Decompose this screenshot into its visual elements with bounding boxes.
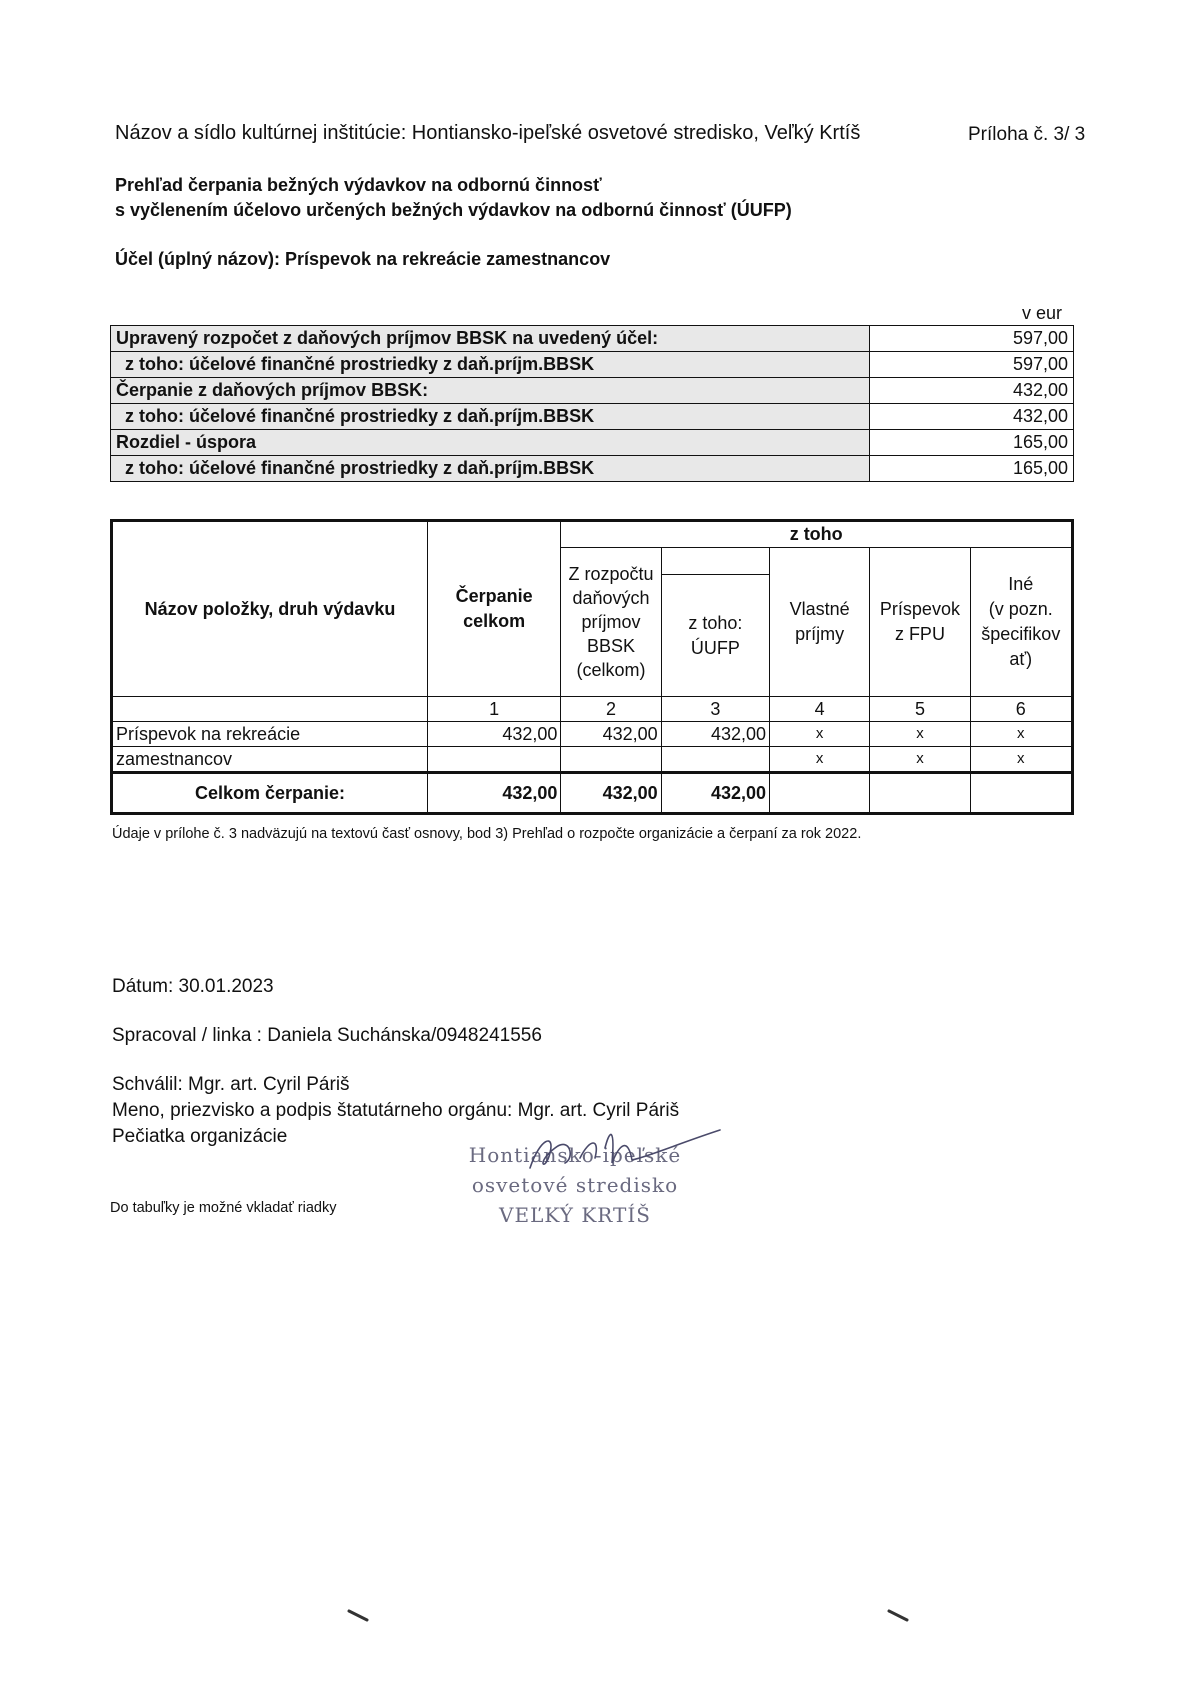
table-row — [112, 747, 1073, 773]
title-line-1: Prehľad čerpania bežných výdavkov na odbornú činnosť — [115, 175, 602, 195]
col-header-other-l3: špecifikov — [981, 624, 1061, 644]
currency-label: v eur — [1022, 303, 1063, 323]
stamp-line-1: Hontiansko-ipeľské — [468, 1143, 682, 1167]
summary-amount: 165,00 — [870, 430, 1074, 456]
col-number: 1 — [427, 697, 560, 722]
col-header-bbsk-l2: daňových — [572, 588, 650, 608]
summary-label: z toho: účelové finančné prostriedky z daň.príjm.BBSK — [111, 404, 870, 430]
summary-row — [111, 326, 1074, 352]
date-line: Dátum: 30.01.2023 — [112, 976, 274, 997]
signature-icon — [510, 1118, 730, 1188]
col-header-own-l2: príjmy — [795, 624, 845, 644]
purpose-line: Účel (úplný názov): Príspevok na rekreácie zamestnancov — [115, 249, 611, 269]
item-uufp: 432,00 — [661, 722, 769, 747]
col-header-total-text: Čerpanie celkom — [455, 586, 533, 631]
stamp-line-3: VEĽKÝ KRTÍŠ — [499, 1203, 651, 1227]
col-header-uufp-top — [661, 548, 769, 575]
item-empty — [661, 747, 769, 773]
col-number-blank — [112, 697, 428, 722]
item-name-continued: zamestnancov — [112, 747, 428, 773]
summary-amount: 597,00 — [870, 326, 1074, 352]
column-number-row — [112, 697, 1073, 722]
totals-label: Celkom čerpanie: — [112, 773, 428, 814]
summary-label: Rozdiel - úspora — [111, 430, 870, 456]
item-empty — [561, 747, 661, 773]
item-fpu: x — [870, 747, 970, 773]
stamp-line-2: osvetové stredisko — [471, 1173, 679, 1197]
col-header-uufp — [661, 575, 769, 697]
summary-row — [111, 404, 1074, 430]
col-number: 2 — [561, 697, 661, 722]
detail-table — [110, 519, 1074, 815]
col-header-bbsk-l4: BBSK — [587, 636, 636, 656]
prepared-by-line: Spracoval / linka : Daniela Suchánska/0948241556 — [112, 1025, 542, 1046]
col-header-fpu-l2: z FPU — [894, 624, 945, 644]
summary-amount: 597,00 — [870, 352, 1074, 378]
col-number: 6 — [970, 697, 1072, 722]
summary-amount: 165,00 — [870, 456, 1074, 482]
table-row — [112, 722, 1073, 747]
col-number: 3 — [661, 697, 769, 722]
col-header-bbsk-l1: Z rozpočtu — [568, 564, 654, 584]
col-header-name: Názov položky, druh výdavku — [112, 521, 428, 697]
rows-note: Do tabuľky je možné vkladať riadky — [110, 1200, 337, 1216]
item-empty — [427, 747, 560, 773]
totals-empty — [970, 773, 1072, 814]
item-fpu: x — [870, 722, 970, 747]
col-number: 4 — [770, 697, 870, 722]
col-header-other-l2: (v pozn. — [988, 599, 1053, 619]
col-header-fpu-l1: Príspevok — [879, 599, 960, 619]
title-line-2: s vyčlenením účelovo určených bežných výdavkov na odbornú činnosť (ÚUFP) — [115, 200, 792, 220]
statutory-line: Meno, priezvisko a podpis štatutárneho orgánu: Mgr. art. Cyril Páriš — [112, 1100, 680, 1121]
approved-by-line: Schválil: Mgr. art. Cyril Páriš — [112, 1074, 350, 1095]
scan-mark-icon — [345, 1608, 375, 1624]
summary-row — [111, 456, 1074, 482]
summary-amount: 432,00 — [870, 378, 1074, 404]
col-header-own-l1: Vlastné — [789, 599, 850, 619]
col-header-fpu — [870, 548, 970, 697]
summary-row — [111, 352, 1074, 378]
summary-label: Čerpanie z daňových príjmov BBSK: — [111, 378, 870, 404]
summary-label: z toho: účelové finančné prostriedky z daň.príjm.BBSK — [111, 456, 870, 482]
group-header: z toho — [561, 521, 1073, 548]
col-header-uufp-l2: ÚUFP — [690, 637, 740, 658]
totals-empty — [870, 773, 970, 814]
summary-row — [111, 430, 1074, 456]
item-own: x — [770, 747, 870, 773]
summary-label: Upravený rozpočet z daňových príjmov BBSK na uvedený účel: — [111, 326, 870, 352]
col-number: 5 — [870, 697, 970, 722]
item-other: x — [970, 722, 1072, 747]
col-header-other-l1: Iné — [1008, 574, 1034, 594]
totals-total: 432,00 — [427, 773, 560, 814]
col-header-own — [770, 548, 870, 697]
item-bbsk: 432,00 — [561, 722, 661, 747]
attachment-label: Príloha č. 3/ 3 — [968, 124, 1086, 145]
summary-label: z toho: účelové finančné prostriedky z daň.príjm.BBSK — [111, 352, 870, 378]
col-header-bbsk-l5: (celkom) — [576, 660, 646, 680]
col-header-other — [970, 548, 1072, 697]
scan-mark-icon — [885, 1608, 915, 1624]
summary-table — [110, 325, 1074, 482]
totals-row — [112, 773, 1073, 814]
institution-line: Názov a sídlo kultúrnej inštitúcie: Hontiansko-ipeľské osvetové stredisko, Veľký Krtíš — [115, 122, 861, 144]
col-header-total — [427, 521, 560, 697]
item-name: Príspevok na rekreácie — [112, 722, 428, 747]
summary-amount: 432,00 — [870, 404, 1074, 430]
totals-empty — [770, 773, 870, 814]
item-own: x — [770, 722, 870, 747]
col-header-bbsk-l3: príjmov — [581, 612, 641, 632]
totals-uufp: 432,00 — [661, 773, 769, 814]
totals-bbsk: 432,00 — [561, 773, 661, 814]
col-header-bbsk — [561, 548, 661, 697]
summary-row — [111, 378, 1074, 404]
item-total: 432,00 — [427, 722, 560, 747]
col-header-uufp-l1: z toho: — [688, 612, 743, 633]
col-header-other-l4: ať) — [1009, 649, 1033, 669]
table-note: Údaje v prílohe č. 3 nadväzujú na textovú časť osnovy, bod 3) Prehľad o rozpočte organizácie a čerpaní za rok 2022. — [112, 826, 862, 842]
item-other: x — [970, 747, 1072, 773]
stamp-label: Pečiatka organizácie — [112, 1126, 288, 1147]
